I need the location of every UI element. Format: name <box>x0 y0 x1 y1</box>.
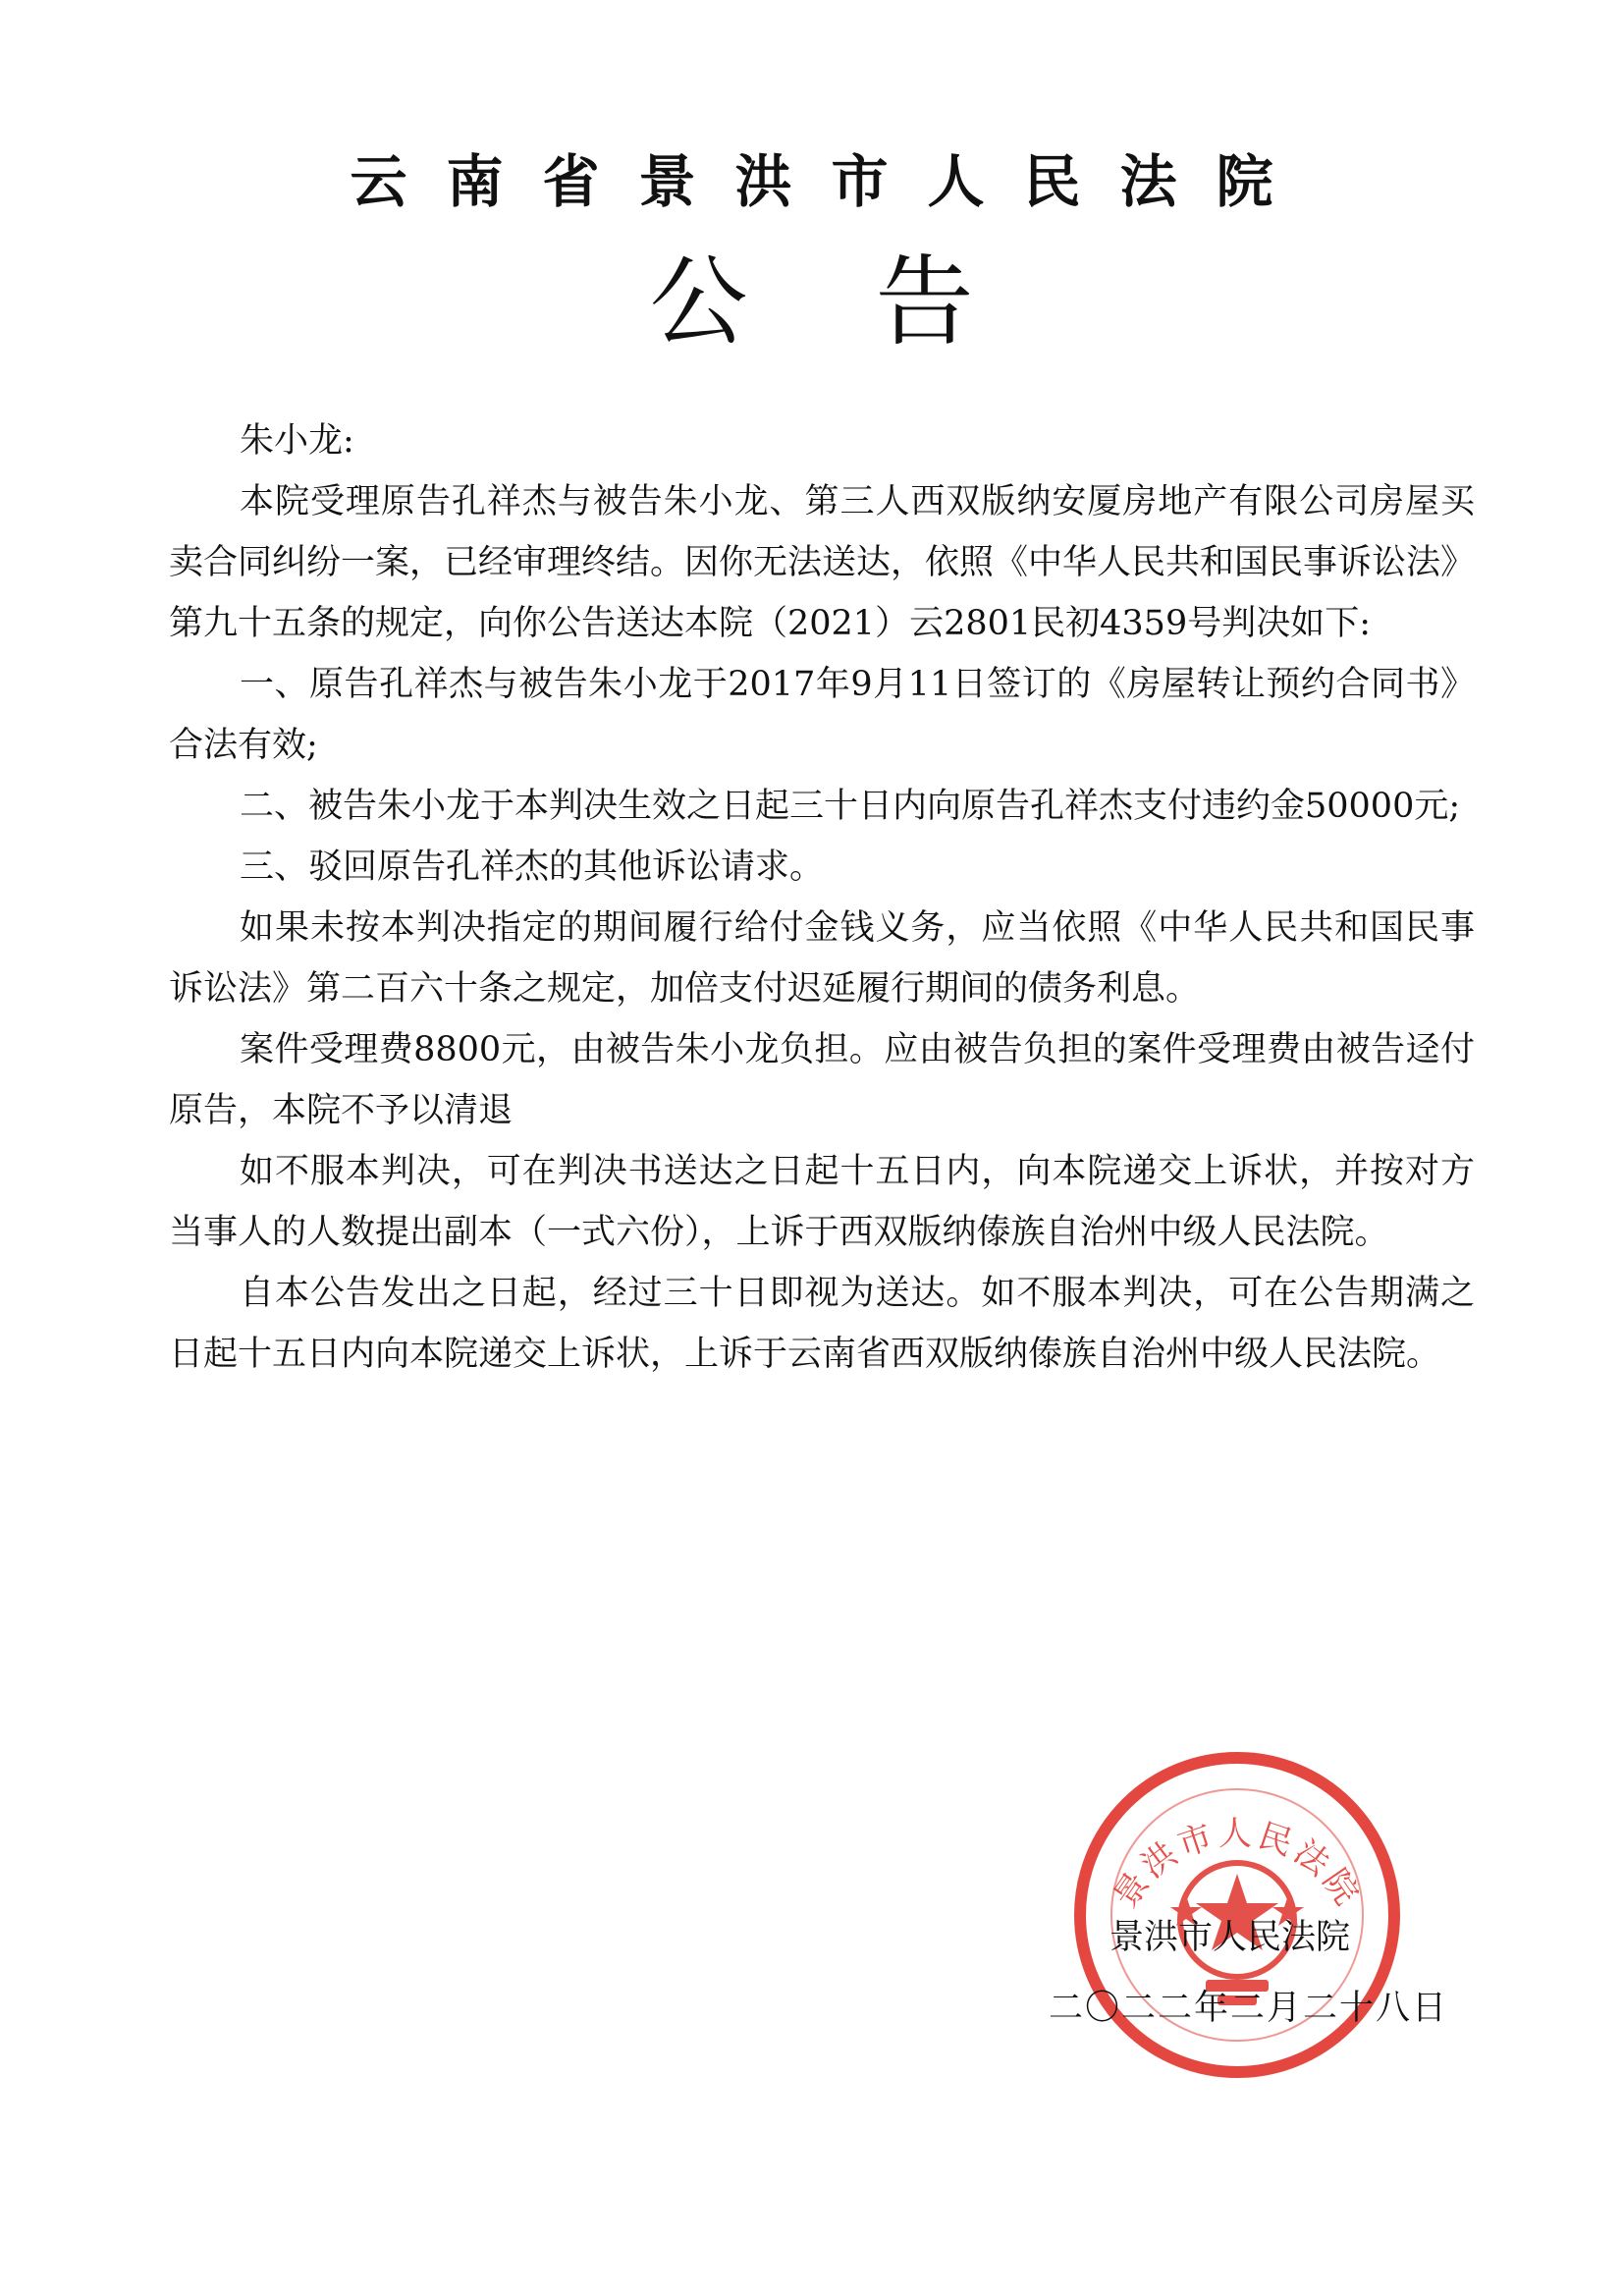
document-title: 公告 <box>649 245 1102 359</box>
signature-date: 二〇二二年二月二十八日 <box>1049 1989 1449 2028</box>
court-name: 云南省景洪市人民法院 <box>350 148 1313 215</box>
addressee: 朱小龙: <box>240 421 354 461</box>
notice-body <box>169 410 1475 1385</box>
signature-court: 景洪市人民法院 <box>1109 1918 1351 1957</box>
paragraph-late-interest: 如果未按本判决指定的期间履行给付金钱义务，应当依照《中华人民共和国民事诉讼法》第二百六十条之规定，加倍支付迟延履行期间的债务利息。 <box>169 908 1475 1009</box>
paragraph-appeal: 如不服本判决，可在判决书送达之日起十五日内，向本院递交上诉状，并按对方当事人的人数提出副本（一式六份），上诉于西双版纳傣族自治州中级人民法院。 <box>169 1152 1475 1252</box>
paragraph-ruling-1: 一、原告孔祥杰与被告朱小龙于2017年9月11日签订的《房屋转让预约合同书》合法有效; <box>169 665 1475 765</box>
paragraph-case-intro: 本院受理原告孔祥杰与被告朱小龙、第三人西双版纳安厦房地产有限公司房屋买卖合同纠纷一案，已经审理终结。因你无法送达，依照《中华人民共和国民事诉讼法》第九十五条的规定，向你公告送达本院（2021）云2801民初4359号判决如下: <box>169 482 1476 643</box>
paragraph-service: 自本公告发出之日起，经过三十日即视为送达。如不服本判决，可在公告期满之日起十五日内向本院递交上诉状，上诉于云南省西双版纳傣族自治州中级人民法院。 <box>169 1274 1475 1374</box>
paragraph-ruling-3: 三、驳回原告孔祥杰的其他诉讼请求。 <box>240 847 825 887</box>
seal-text: 景洪市人民法院 <box>1106 1814 1369 1916</box>
paragraph-ruling-2: 二、被告朱小龙于本判决生效之日起三十日内向原告孔祥杰支付违约金50000元; <box>240 787 1461 826</box>
paragraph-fees: 案件受理费8800元，由被告朱小龙负担。应由被告负担的案件受理费由被告迳付原告，本院不予以清退 <box>169 1030 1475 1130</box>
